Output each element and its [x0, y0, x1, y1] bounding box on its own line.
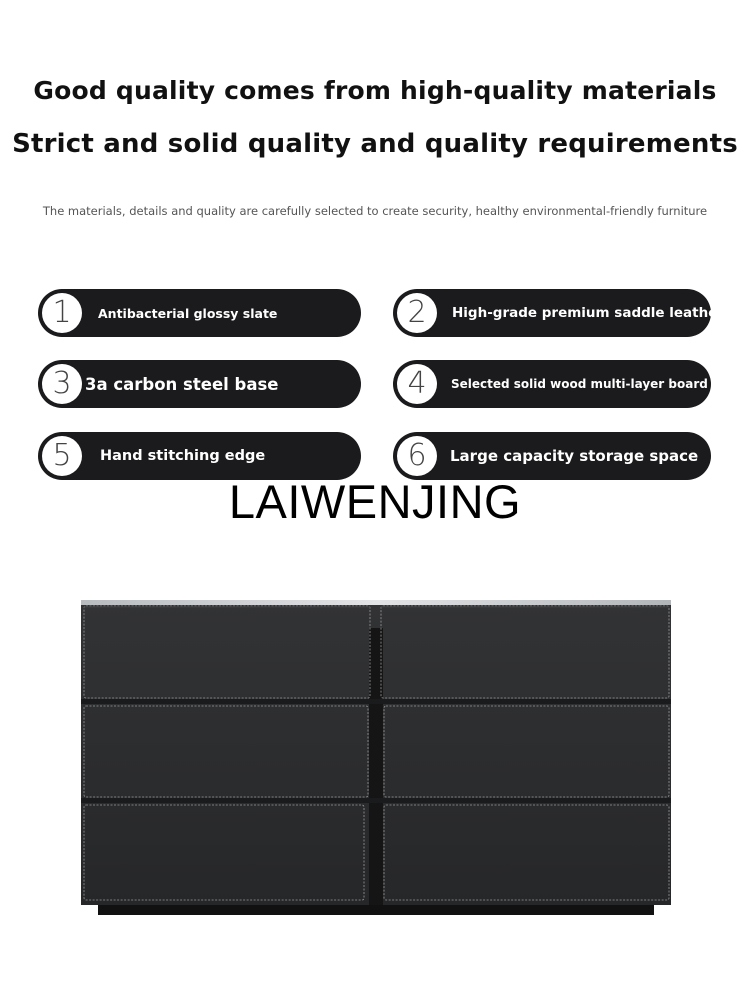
- feature-label-2: High-grade premium saddle leather: [452, 305, 725, 321]
- headline-line-2: Strict and solid quality and quality requirements: [12, 129, 738, 159]
- number-badge-3: 3: [42, 364, 82, 404]
- feature-label-5: Hand stitching edge: [100, 448, 266, 464]
- feature-pill-5: [38, 432, 361, 480]
- chest-of-drawers-image: [78, 598, 674, 920]
- number-badge-1: 1: [42, 293, 82, 333]
- feature-label-4: Selected solid wood multi-layer board: [451, 377, 708, 391]
- feature-pill-4: [393, 360, 711, 408]
- feature-pill-1: [38, 289, 361, 337]
- brand-name: LAIWENJING: [228, 475, 522, 528]
- subline-text: The materials, details and quality are carefully selected to create security, healthy environmental-friendly furniture: [42, 203, 708, 218]
- feature-label-6: Large capacity storage space: [450, 447, 699, 465]
- number-badge-6: 6: [397, 436, 437, 476]
- feature-pill-2: [393, 289, 725, 337]
- number-badge-5: 5: [42, 436, 82, 476]
- feature-pill-6: [393, 432, 711, 480]
- feature-label-1: Antibacterial glossy slate: [98, 305, 278, 321]
- feature-pill-3: [38, 360, 361, 408]
- slate-top: [81, 600, 671, 605]
- feature-label-3: 3a carbon steel base: [85, 374, 279, 394]
- number-badge-4: 4: [397, 364, 437, 404]
- headline-line-1: Good quality comes from high-quality materials: [33, 76, 717, 105]
- number-badge-2: 2: [397, 293, 437, 333]
